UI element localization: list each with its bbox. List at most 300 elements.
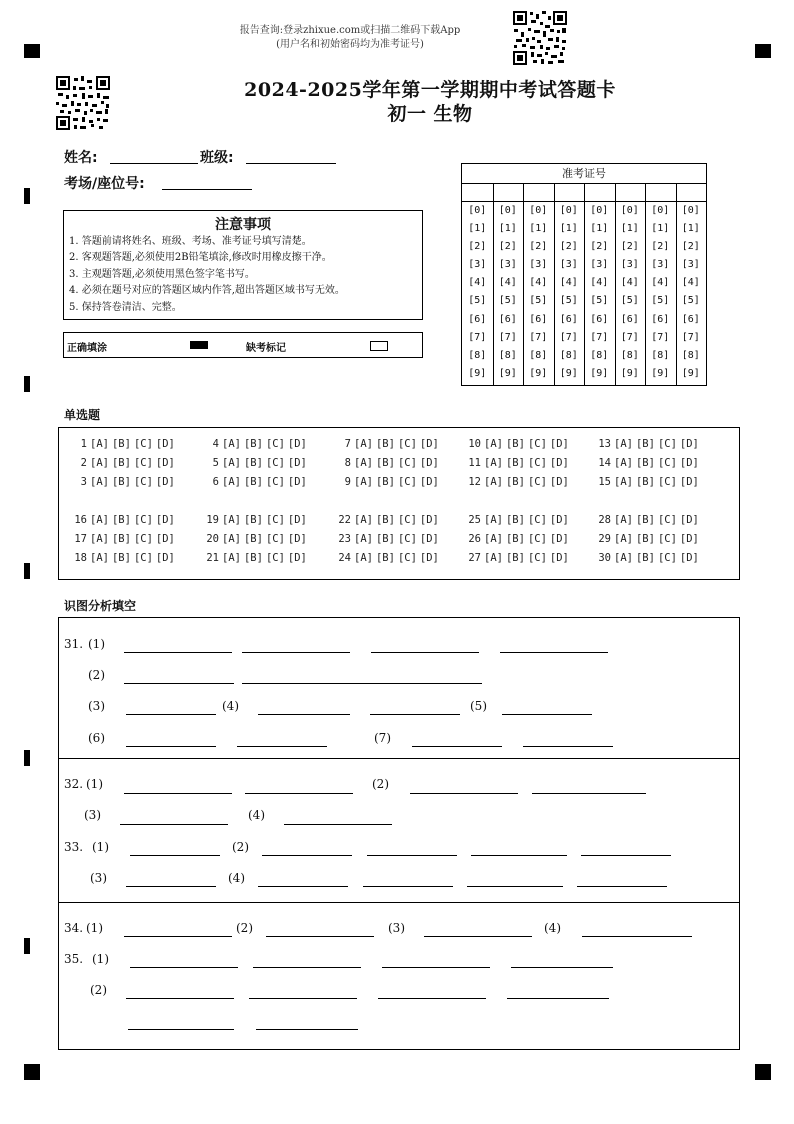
exam-id-write-cell[interactable] xyxy=(554,183,585,202)
exam-id-digit-bubble[interactable]: [4] xyxy=(590,277,609,289)
option-bubble[interactable]: [C] xyxy=(527,552,547,564)
exam-id-digit-bubble[interactable]: [5] xyxy=(590,295,609,307)
exam-id-digit-bubble[interactable]: [2] xyxy=(681,241,700,253)
corner-marker-top-right xyxy=(755,44,771,58)
option-bubble[interactable]: [A] xyxy=(354,552,373,564)
option-bubble[interactable]: [D] xyxy=(679,552,699,564)
answer-blank[interactable] xyxy=(511,967,613,968)
exam-id-column xyxy=(584,183,616,385)
option-bubble[interactable]: [D] xyxy=(287,533,307,545)
qr-code-icon[interactable] xyxy=(512,10,568,66)
part-label: (3) xyxy=(88,699,105,713)
mcq-question-4 xyxy=(201,438,310,450)
exam-id-digit-bubble[interactable]: [8] xyxy=(620,349,639,361)
option-bubble[interactable]: [A] xyxy=(354,457,373,469)
exam-id-digit-bubble[interactable]: [2] xyxy=(620,241,639,253)
mcq-question-19 xyxy=(201,514,310,526)
exam-id-digit-bubble[interactable]: [5] xyxy=(529,295,548,307)
question-number: 29 xyxy=(598,533,611,545)
option-bubble[interactable]: [A] xyxy=(90,457,109,469)
mcq-question-3 xyxy=(69,476,178,488)
option-bubble[interactable]: [C] xyxy=(265,514,285,526)
mcq-question-22 xyxy=(333,514,442,526)
exam-id-digit-bubble[interactable]: [3] xyxy=(529,259,548,271)
option-bubble[interactable]: [B] xyxy=(635,514,655,526)
question-35-number: 35. xyxy=(64,952,84,966)
answer-blank[interactable] xyxy=(126,998,234,999)
class-field[interactable] xyxy=(246,163,336,164)
answer-blank[interactable] xyxy=(577,886,667,887)
option-bubble[interactable]: [B] xyxy=(111,438,131,450)
option-bubble[interactable]: [B] xyxy=(635,438,655,450)
option-bubble[interactable]: [C] xyxy=(133,514,153,526)
option-bubble[interactable]: [D] xyxy=(549,457,569,469)
option-bubble[interactable]: [C] xyxy=(657,457,677,469)
option-bubble[interactable]: [D] xyxy=(287,457,307,469)
exam-id-digit-bubble[interactable]: [1] xyxy=(498,223,517,235)
option-bubble[interactable]: [D] xyxy=(549,476,569,488)
exam-id-digit-bubble[interactable]: [3] xyxy=(681,259,700,271)
option-bubble[interactable]: [D] xyxy=(419,514,439,526)
option-bubble[interactable]: [D] xyxy=(549,533,569,545)
exam-id-digit-bubble[interactable]: [1] xyxy=(468,223,487,235)
exam-id-digit-bubble[interactable]: [8] xyxy=(559,349,578,361)
option-bubble[interactable]: [C] xyxy=(265,438,285,450)
mcq-question-5 xyxy=(201,457,310,469)
answer-blank[interactable] xyxy=(256,1029,358,1030)
exam-id-digit-bubble[interactable]: [2] xyxy=(498,241,517,253)
answer-blank[interactable] xyxy=(242,683,482,684)
option-bubble[interactable]: [D] xyxy=(679,533,699,545)
exam-id-digit-bubble[interactable]: [4] xyxy=(498,277,517,289)
exam-id-digit-bubble[interactable]: [8] xyxy=(498,349,517,361)
exam-id-digit-bubble[interactable]: [6] xyxy=(498,313,517,325)
option-bubble[interactable]: [B] xyxy=(505,552,525,564)
option-bubble[interactable]: [B] xyxy=(111,552,131,564)
correct-fill-sample xyxy=(190,341,208,349)
answer-blank[interactable] xyxy=(523,746,613,747)
exam-id-digit-bubble[interactable]: [0] xyxy=(681,205,700,216)
exam-id-digit-bubble[interactable]: [0] xyxy=(559,205,578,216)
option-bubble[interactable]: [A] xyxy=(354,514,373,526)
option-bubble[interactable]: [B] xyxy=(243,457,263,469)
option-bubble[interactable]: [A] xyxy=(614,514,633,526)
option-bubble[interactable]: [A] xyxy=(222,438,241,450)
option-bubble[interactable]: [C] xyxy=(397,438,417,450)
option-bubble[interactable]: [B] xyxy=(375,457,395,469)
option-bubble[interactable]: [D] xyxy=(679,438,699,450)
option-bubble[interactable]: [A] xyxy=(90,533,109,545)
option-bubble[interactable]: [A] xyxy=(90,476,109,488)
option-bubble[interactable]: [C] xyxy=(133,438,153,450)
option-bubble[interactable]: [B] xyxy=(505,457,525,469)
exam-id-digit-bubble[interactable]: [3] xyxy=(651,259,670,271)
answer-blank[interactable] xyxy=(507,998,609,999)
option-bubble[interactable]: [A] xyxy=(484,457,503,469)
option-bubble[interactable]: [A] xyxy=(614,533,633,545)
option-bubble[interactable]: [C] xyxy=(657,533,677,545)
question-number: 9 xyxy=(344,476,351,488)
option-bubble[interactable]: [C] xyxy=(657,514,677,526)
option-bubble[interactable]: [A] xyxy=(222,552,241,564)
exam-id-digit-bubble[interactable]: [0] xyxy=(620,205,639,216)
exam-id-digit-bubble[interactable]: [7] xyxy=(468,331,487,343)
option-bubble[interactable]: [C] xyxy=(527,438,547,450)
mcq-question-7 xyxy=(333,438,442,450)
mcq-question-10 xyxy=(463,438,572,450)
option-bubble[interactable]: [C] xyxy=(397,533,417,545)
answer-blank[interactable] xyxy=(467,886,563,887)
answer-blank[interactable] xyxy=(266,936,374,937)
option-bubble[interactable]: [C] xyxy=(265,457,285,469)
exam-id-digit-bubble[interactable]: [9] xyxy=(590,367,609,379)
option-bubble[interactable]: [C] xyxy=(265,476,285,488)
option-bubble[interactable]: [A] xyxy=(222,476,241,488)
exam-id-digit-bubble[interactable]: [4] xyxy=(559,277,578,289)
option-bubble[interactable]: [D] xyxy=(419,438,439,450)
option-bubble[interactable]: [C] xyxy=(397,514,417,526)
exam-id-digit-bubble[interactable]: [9] xyxy=(529,367,548,379)
answer-blank[interactable] xyxy=(471,855,567,856)
exam-id-column xyxy=(615,183,647,385)
answer-blank[interactable] xyxy=(371,652,479,653)
option-bubble[interactable]: [B] xyxy=(111,514,131,526)
option-bubble[interactable]: [B] xyxy=(505,514,525,526)
fill-sample-box xyxy=(63,332,423,358)
option-bubble[interactable]: [C] xyxy=(133,457,153,469)
exam-id-digit-bubble[interactable]: [1] xyxy=(529,223,548,235)
option-bubble[interactable]: [D] xyxy=(419,533,439,545)
option-bubble[interactable]: [C] xyxy=(657,552,677,564)
exam-id-write-cell[interactable] xyxy=(493,183,524,202)
exam-id-digit-bubble[interactable]: [4] xyxy=(620,277,639,289)
exam-id-digit-bubble[interactable]: [9] xyxy=(681,367,700,379)
answer-blank[interactable] xyxy=(370,714,460,715)
option-bubble[interactable]: [B] xyxy=(243,552,263,564)
exam-id-digit-bubble[interactable]: [9] xyxy=(620,367,639,379)
name-field[interactable] xyxy=(110,163,198,164)
option-bubble[interactable]: [C] xyxy=(397,552,417,564)
option-bubble[interactable]: [A] xyxy=(484,514,503,526)
exam-id-digit-bubble[interactable]: [6] xyxy=(590,313,609,325)
exam-id-digit-bubble[interactable]: [8] xyxy=(529,349,548,361)
option-bubble[interactable]: [A] xyxy=(222,514,241,526)
exam-id-digit-bubble[interactable]: [2] xyxy=(468,241,487,253)
exam-id-digit-bubble[interactable]: [1] xyxy=(590,223,609,235)
exam-id-digit-bubble[interactable]: [9] xyxy=(651,367,670,379)
exam-id-digit-bubble[interactable]: [2] xyxy=(651,241,670,253)
option-bubble[interactable]: [B] xyxy=(375,438,395,450)
exam-id-digit-bubble[interactable]: [1] xyxy=(559,223,578,235)
answer-blank[interactable] xyxy=(249,998,357,999)
exam-id-digit-bubble[interactable]: [8] xyxy=(590,349,609,361)
option-bubble[interactable]: [D] xyxy=(287,552,307,564)
exam-id-digit-bubble[interactable]: [9] xyxy=(559,367,578,379)
exam-id-digit-bubble[interactable]: [0] xyxy=(498,205,517,216)
option-bubble[interactable]: [D] xyxy=(419,457,439,469)
answer-blank[interactable] xyxy=(126,886,216,887)
option-bubble[interactable]: [B] xyxy=(505,476,525,488)
option-bubble[interactable]: [D] xyxy=(419,476,439,488)
answer-blank[interactable] xyxy=(124,793,232,794)
option-bubble[interactable]: [C] xyxy=(265,533,285,545)
option-bubble[interactable]: [A] xyxy=(90,514,109,526)
question-number: 1 xyxy=(80,438,87,450)
option-bubble[interactable]: [A] xyxy=(484,552,503,564)
mcq-question-17 xyxy=(69,533,178,545)
exam-id-write-cell[interactable] xyxy=(462,183,493,202)
room-seat-field[interactable] xyxy=(162,189,252,190)
exam-id-digit-bubble[interactable]: [2] xyxy=(559,241,578,253)
option-bubble[interactable]: [C] xyxy=(265,552,285,564)
exam-id-digit-bubble[interactable]: [6] xyxy=(559,313,578,325)
answer-blank[interactable] xyxy=(363,886,453,887)
answer-blank[interactable] xyxy=(124,652,232,653)
exam-id-digit-bubble[interactable]: [2] xyxy=(529,241,548,253)
option-bubble[interactable]: [B] xyxy=(375,533,395,545)
exam-id-digit-bubble[interactable]: [7] xyxy=(620,331,639,343)
exam-id-write-cell[interactable] xyxy=(645,183,676,202)
option-bubble[interactable]: [D] xyxy=(419,552,439,564)
option-bubble[interactable]: [D] xyxy=(679,457,699,469)
question-34-number: 34. xyxy=(64,921,84,935)
exam-id-digit-bubble[interactable]: [5] xyxy=(498,295,517,307)
option-bubble[interactable]: [B] xyxy=(505,438,525,450)
option-bubble[interactable]: [C] xyxy=(397,457,417,469)
option-bubble[interactable]: [D] xyxy=(155,552,175,564)
option-bubble[interactable]: [D] xyxy=(679,514,699,526)
option-bubble[interactable]: [B] xyxy=(111,457,131,469)
exam-id-digit-bubble[interactable]: [7] xyxy=(651,331,670,343)
option-bubble[interactable]: [C] xyxy=(527,533,547,545)
notice-list xyxy=(64,234,422,316)
answer-blank[interactable] xyxy=(126,714,216,715)
part-label: (4) xyxy=(228,871,245,885)
exam-id-digit-bubble[interactable]: [7] xyxy=(590,331,609,343)
question-number: 4 xyxy=(212,438,219,450)
exam-id-digit-bubble[interactable]: [0] xyxy=(468,205,487,216)
answer-blank[interactable] xyxy=(262,855,352,856)
question-number: 16 xyxy=(74,514,87,526)
option-bubble[interactable]: [A] xyxy=(614,552,633,564)
answer-blank[interactable] xyxy=(582,936,692,937)
answer-blank[interactable] xyxy=(130,967,238,968)
answer-blank[interactable] xyxy=(284,824,392,825)
option-bubble[interactable]: [A] xyxy=(90,552,109,564)
option-bubble[interactable]: [A] xyxy=(614,476,633,488)
option-bubble[interactable]: [D] xyxy=(155,514,175,526)
answer-blank[interactable] xyxy=(130,855,220,856)
exam-id-digit-bubble[interactable]: [4] xyxy=(468,277,487,289)
exam-id-write-cell[interactable] xyxy=(523,183,554,202)
exam-id-digit-bubble[interactable]: [9] xyxy=(498,367,517,379)
answer-blank[interactable] xyxy=(378,998,486,999)
answer-blank[interactable] xyxy=(382,967,490,968)
option-bubble[interactable]: [B] xyxy=(243,533,263,545)
option-bubble[interactable]: [D] xyxy=(287,514,307,526)
answer-blank[interactable] xyxy=(242,652,350,653)
fill-blank-section-title: 识图分析填空 xyxy=(64,599,137,613)
absent-mark-checkbox[interactable] xyxy=(370,341,388,351)
option-bubble[interactable]: [C] xyxy=(527,514,547,526)
option-bubble[interactable]: [B] xyxy=(505,533,525,545)
option-bubble[interactable]: [A] xyxy=(90,438,109,450)
option-bubble[interactable]: [C] xyxy=(527,457,547,469)
exam-id-digit-bubble[interactable]: [8] xyxy=(468,349,487,361)
option-bubble[interactable]: [D] xyxy=(679,476,699,488)
option-bubble[interactable]: [C] xyxy=(657,438,677,450)
timing-marker xyxy=(24,750,30,766)
exam-id-digit-bubble[interactable]: [3] xyxy=(498,259,517,271)
answer-blank[interactable] xyxy=(367,855,457,856)
answer-blank[interactable] xyxy=(412,746,502,747)
qr-code-icon[interactable] xyxy=(55,75,111,131)
option-bubble[interactable]: [A] xyxy=(614,457,633,469)
exam-id-digit-bubble[interactable]: [1] xyxy=(651,223,670,235)
answer-blank[interactable] xyxy=(532,793,646,794)
option-bubble[interactable]: [B] xyxy=(375,514,395,526)
option-bubble[interactable]: [A] xyxy=(354,438,373,450)
exam-id-digit-bubble[interactable]: [6] xyxy=(651,313,670,325)
exam-id-column xyxy=(523,183,555,385)
exam-id-digit-bubble[interactable]: [0] xyxy=(590,205,609,216)
mcq-question-20 xyxy=(201,533,310,545)
absent-mark-label: 缺考标记 xyxy=(246,343,286,354)
part-label: (6) xyxy=(88,731,105,745)
answer-blank[interactable] xyxy=(237,746,327,747)
option-bubble[interactable]: [C] xyxy=(527,476,547,488)
part-label: (1) xyxy=(88,637,105,651)
option-bubble[interactable]: [A] xyxy=(484,533,503,545)
exam-id-digit-bubble[interactable]: [5] xyxy=(620,295,639,307)
answer-blank[interactable] xyxy=(245,793,353,794)
part-label: (2) xyxy=(232,840,249,854)
question-number: 20 xyxy=(206,533,219,545)
exam-id-digit-bubble[interactable]: [7] xyxy=(529,331,548,343)
exam-id-digit-bubble[interactable]: [5] xyxy=(559,295,578,307)
option-bubble[interactable]: [A] xyxy=(222,533,241,545)
answer-blank[interactable] xyxy=(500,652,608,653)
part-label: (2) xyxy=(372,777,389,791)
answer-blank[interactable] xyxy=(258,886,348,887)
option-bubble[interactable]: [A] xyxy=(484,476,503,488)
option-bubble[interactable]: [B] xyxy=(111,476,131,488)
option-bubble[interactable]: [C] xyxy=(657,476,677,488)
exam-id-digit-bubble[interactable]: [5] xyxy=(651,295,670,307)
option-bubble[interactable]: [C] xyxy=(133,552,153,564)
answer-blank[interactable] xyxy=(581,855,671,856)
option-bubble[interactable]: [D] xyxy=(549,438,569,450)
exam-id-digit-bubble[interactable]: [1] xyxy=(681,223,700,235)
exam-id-digit-bubble[interactable]: [5] xyxy=(468,295,487,307)
exam-id-digit-bubble[interactable]: [0] xyxy=(529,205,548,216)
option-bubble[interactable]: [B] xyxy=(243,514,263,526)
exam-id-digit-bubble[interactable]: [5] xyxy=(681,295,700,307)
answer-blank[interactable] xyxy=(258,714,350,715)
option-bubble[interactable]: [B] xyxy=(375,476,395,488)
option-bubble[interactable]: [B] xyxy=(243,438,263,450)
exam-id-digit-bubble[interactable]: [8] xyxy=(651,349,670,361)
exam-id-digit-bubble[interactable]: [1] xyxy=(620,223,639,235)
mcq-question-8 xyxy=(333,457,442,469)
exam-id-digit-bubble[interactable]: [7] xyxy=(559,331,578,343)
exam-id-digit-bubble[interactable]: [6] xyxy=(468,313,487,325)
option-bubble[interactable]: [D] xyxy=(287,438,307,450)
mcq-question-6 xyxy=(201,476,310,488)
exam-id-write-cell[interactable] xyxy=(584,183,615,202)
exam-id-write-cell[interactable] xyxy=(615,183,646,202)
answer-blank[interactable] xyxy=(424,936,532,937)
option-bubble[interactable]: [C] xyxy=(133,533,153,545)
exam-id-digit-bubble[interactable]: [4] xyxy=(681,277,700,289)
answer-blank[interactable] xyxy=(502,714,592,715)
option-bubble[interactable]: [B] xyxy=(635,533,655,545)
exam-id-digit-bubble[interactable]: [3] xyxy=(590,259,609,271)
answer-blank[interactable] xyxy=(128,1029,234,1030)
answer-blank[interactable] xyxy=(253,967,361,968)
room-seat-label: 考场/座位号: xyxy=(64,176,145,192)
exam-id-digit-bubble[interactable]: [6] xyxy=(529,313,548,325)
option-bubble[interactable]: [B] xyxy=(243,476,263,488)
option-bubble[interactable]: [B] xyxy=(635,476,655,488)
option-bubble[interactable]: [D] xyxy=(155,476,175,488)
part-label: (1) xyxy=(86,777,103,791)
exam-id-digit-bubble[interactable]: [4] xyxy=(651,277,670,289)
exam-id-digit-bubble[interactable]: [3] xyxy=(468,259,487,271)
option-bubble[interactable]: [A] xyxy=(354,533,373,545)
option-bubble[interactable]: [D] xyxy=(155,533,175,545)
exam-id-digit-bubble[interactable]: [6] xyxy=(620,313,639,325)
answer-blank[interactable] xyxy=(120,824,228,825)
option-bubble[interactable]: [D] xyxy=(549,514,569,526)
exam-id-digit-bubble[interactable]: [7] xyxy=(498,331,517,343)
exam-id-digit-bubble[interactable]: [4] xyxy=(529,277,548,289)
exam-id-write-cell[interactable] xyxy=(676,183,707,202)
option-bubble[interactable]: [B] xyxy=(375,552,395,564)
option-bubble[interactable]: [C] xyxy=(397,476,417,488)
part-label: (3) xyxy=(84,808,101,822)
option-bubble[interactable]: [D] xyxy=(549,552,569,564)
answer-blank[interactable] xyxy=(124,683,234,684)
exam-id-digit-bubble[interactable]: [9] xyxy=(468,367,487,379)
exam-id-digit-bubble[interactable]: [3] xyxy=(559,259,578,271)
answer-blank[interactable] xyxy=(410,793,518,794)
exam-id-digit-bubble[interactable]: [6] xyxy=(681,313,700,325)
option-bubble[interactable]: [B] xyxy=(635,552,655,564)
option-bubble[interactable]: [A] xyxy=(222,457,241,469)
option-bubble[interactable]: [B] xyxy=(111,533,131,545)
option-bubble[interactable]: [D] xyxy=(287,476,307,488)
option-bubble[interactable]: [C] xyxy=(133,476,153,488)
option-bubble[interactable]: [D] xyxy=(155,457,175,469)
exam-id-digit-bubble[interactable]: [3] xyxy=(620,259,639,271)
option-bubble[interactable]: [D] xyxy=(155,438,175,450)
exam-id-digit-bubble[interactable]: [2] xyxy=(590,241,609,253)
exam-id-digit-bubble[interactable]: [7] xyxy=(681,331,700,343)
answer-blank[interactable] xyxy=(126,746,216,747)
part-label: (2) xyxy=(90,983,107,997)
name-label: 姓名: xyxy=(64,150,98,166)
correct-fill-label: 正确填涂 xyxy=(67,343,107,354)
exam-id-digit-bubble[interactable]: [0] xyxy=(651,205,670,216)
answer-blank[interactable] xyxy=(124,936,232,937)
option-bubble[interactable]: [A] xyxy=(354,476,373,488)
option-bubble[interactable]: [A] xyxy=(614,438,633,450)
exam-id-digit-bubble[interactable]: [8] xyxy=(681,349,700,361)
option-bubble[interactable]: [B] xyxy=(635,457,655,469)
notice-item: 4. 必须在题号对应的答题区域内作答,超出答题区域书写无效。 xyxy=(69,285,345,297)
option-bubble[interactable]: [A] xyxy=(484,438,503,450)
